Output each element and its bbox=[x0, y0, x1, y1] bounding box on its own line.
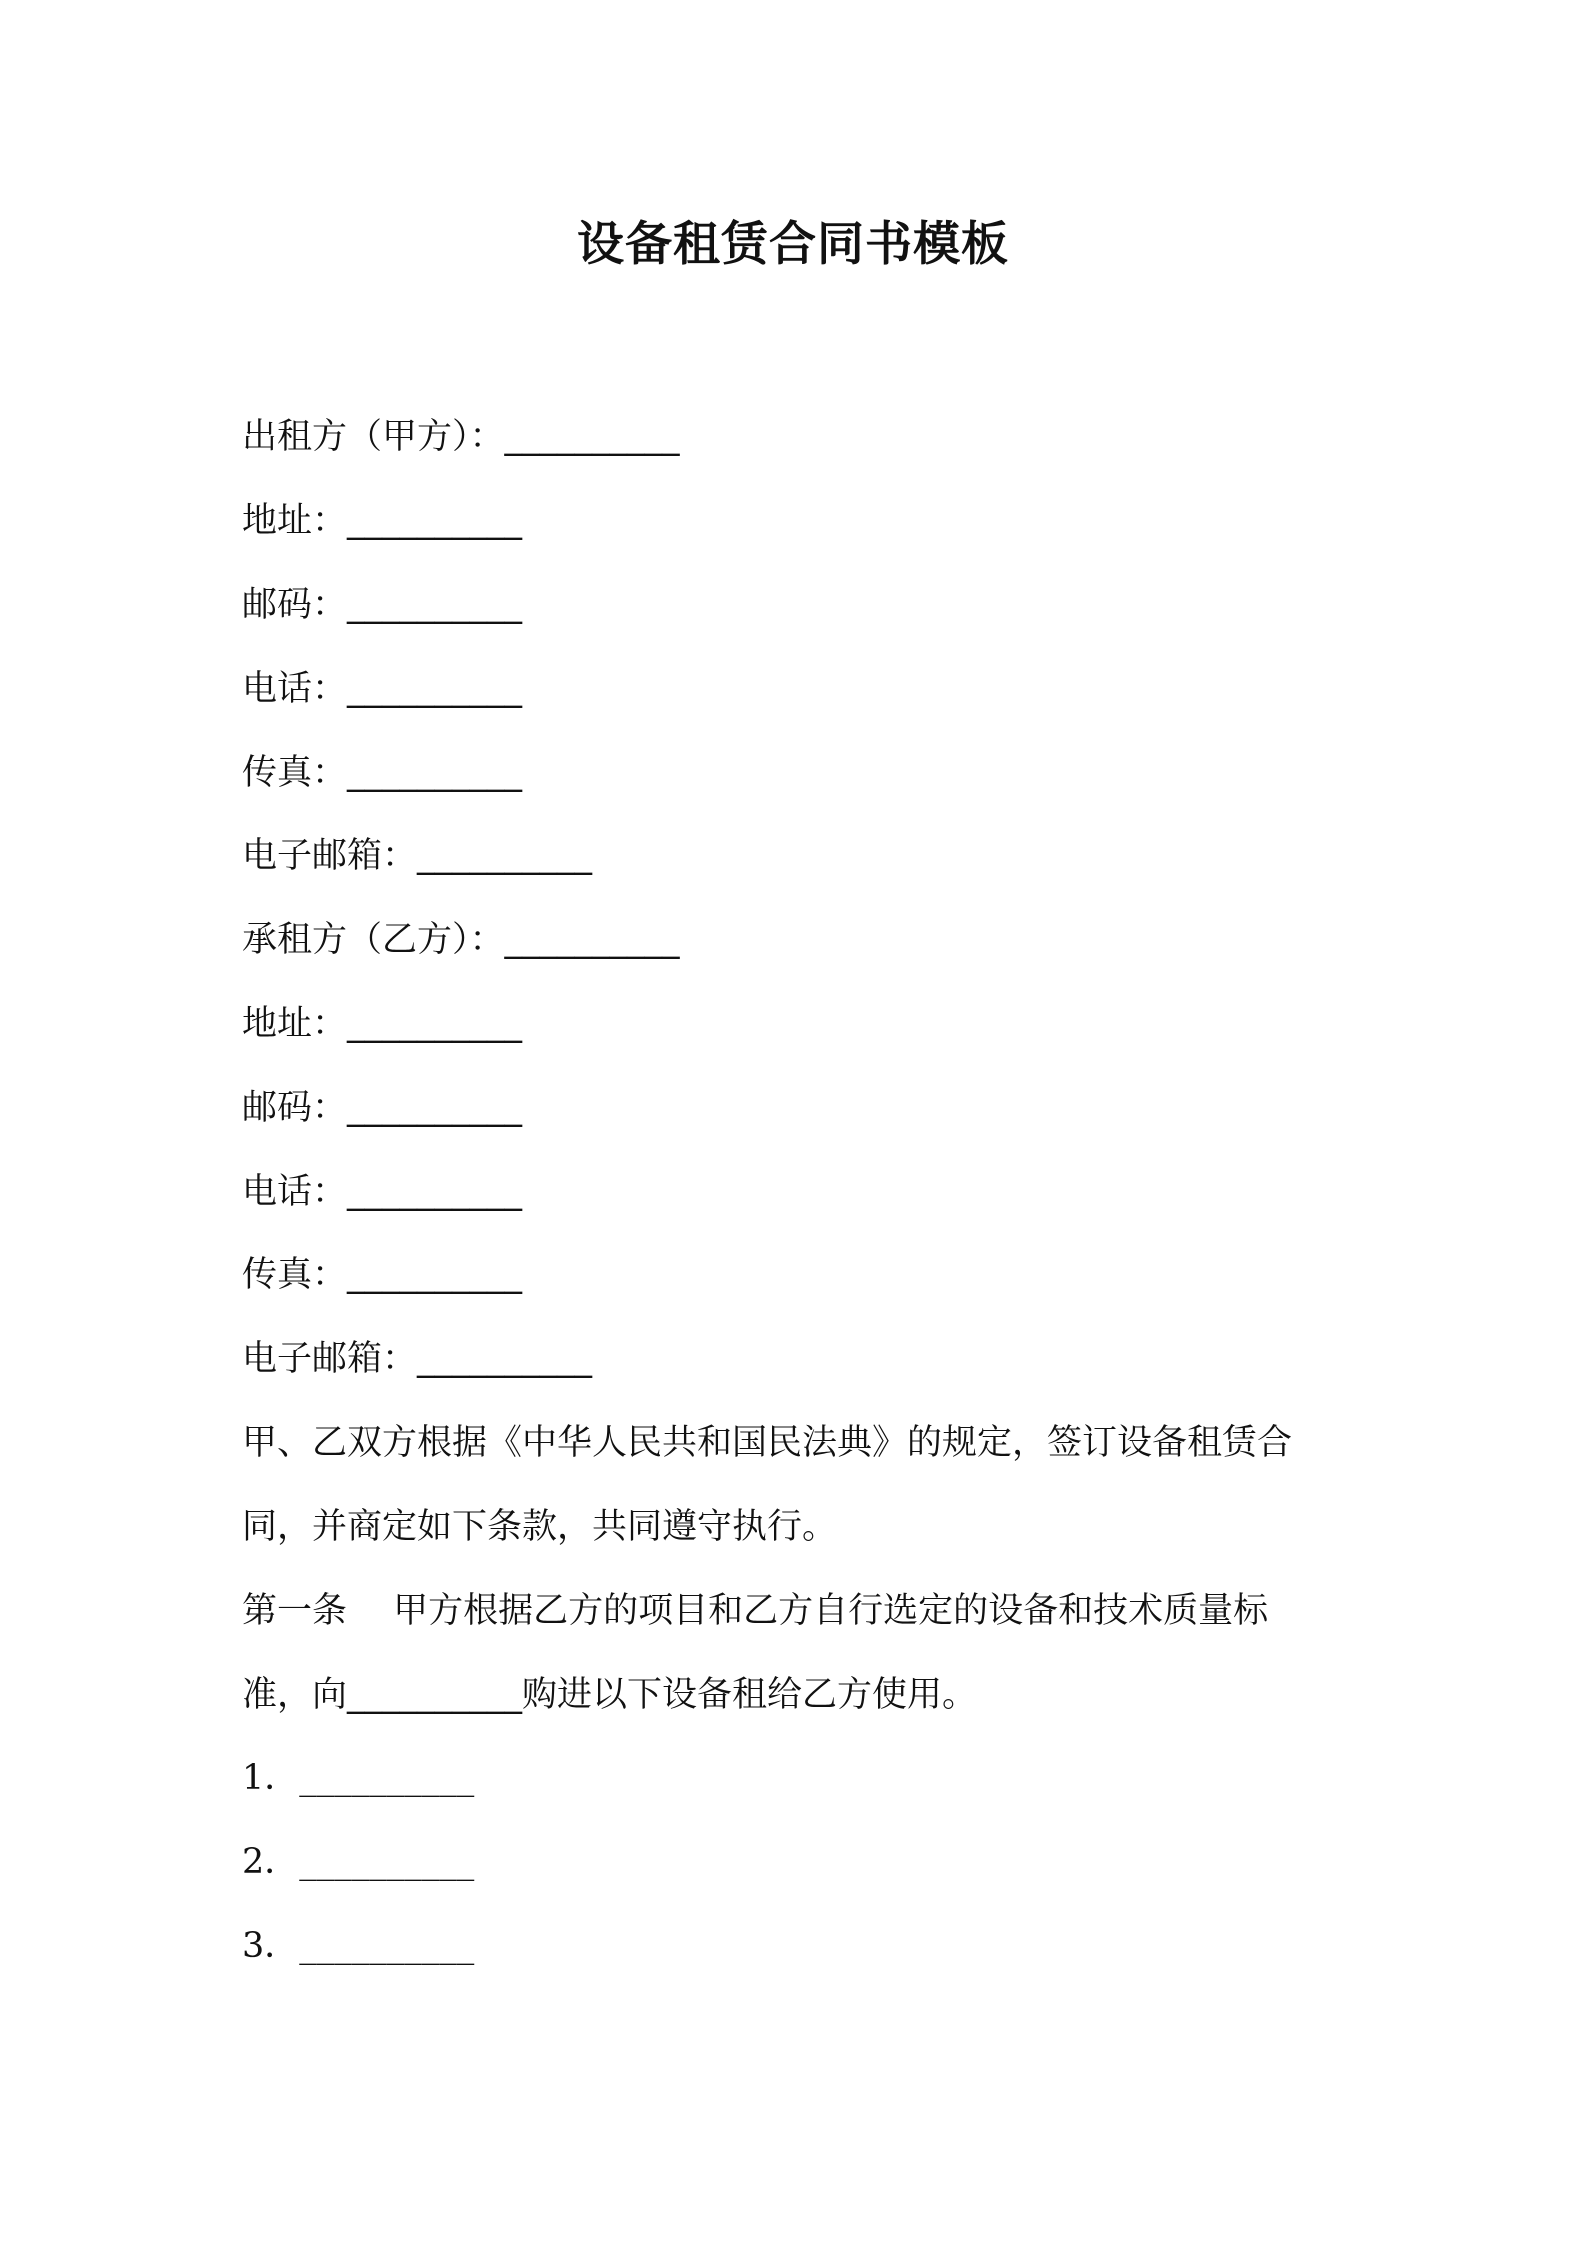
article-1-line-2: 准，向__________购进以下设备租给乙方使用。 bbox=[242, 1675, 978, 1715]
lessee-phone-line: 电话：__________ bbox=[242, 1172, 523, 1212]
lessor-party-line: 出租方（甲方）：__________ bbox=[242, 417, 680, 457]
lessee-postcode-line: 邮码：__________ bbox=[242, 1088, 523, 1128]
lessor-email-line: 电子邮箱：__________ bbox=[242, 836, 593, 876]
lessee-fax-line: 传真：__________ bbox=[242, 1255, 523, 1295]
equipment-item-2: 2．__________ bbox=[242, 1842, 475, 1882]
document-title: 设备租赁合同书模板 bbox=[577, 217, 1009, 272]
lessor-phone-line: 电话：__________ bbox=[242, 669, 523, 709]
lessee-email-line: 电子邮箱：__________ bbox=[242, 1339, 593, 1379]
lessee-address-line: 地址：__________ bbox=[242, 1004, 523, 1044]
equipment-item-1: 1．__________ bbox=[242, 1758, 475, 1798]
lessee-party-line: 承租方（乙方）：__________ bbox=[242, 920, 680, 960]
lessor-address-line: 地址：__________ bbox=[242, 501, 523, 541]
equipment-item-3: 3．__________ bbox=[242, 1926, 475, 1966]
lessor-postcode-line: 邮码：__________ bbox=[242, 585, 523, 625]
preamble-line-1: 甲、乙双方根据《中华人民共和国民法典》的规定，签订设备租赁合 bbox=[242, 1423, 1293, 1463]
lessor-fax-line: 传真：__________ bbox=[242, 753, 523, 793]
preamble-line-2: 同，并商定如下条款，共同遵守执行。 bbox=[242, 1507, 838, 1547]
article-1-line-1: 第一条 甲方根据乙方的项目和乙方自行选定的设备和技术质量标 bbox=[242, 1591, 1269, 1631]
